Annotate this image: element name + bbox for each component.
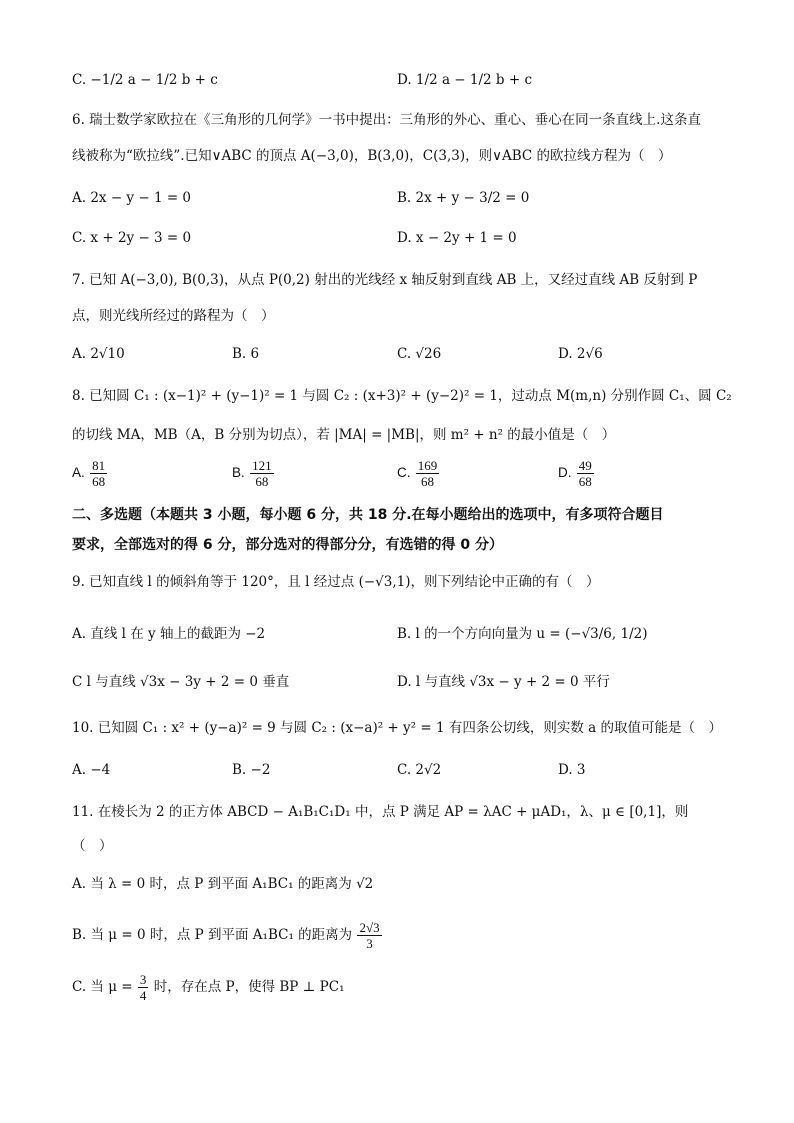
q9-option-b: B. l 的一个方向向量为 u = (−√3/6, 1/2): [397, 626, 648, 642]
q6-option-a: A. 2x − y − 1 = 0: [72, 190, 192, 206]
q11-option-c-prefix: C. 当 μ =: [72, 979, 133, 995]
q6-option-b: B. 2x + y − 3/2 = 0: [397, 190, 530, 206]
q11-b-denominator: 3: [366, 936, 373, 951]
q10-option-b: B. −2: [232, 762, 271, 778]
q8-stem-line1: 8. 已知圆 C₁ : (x−1)² + (y−1)² = 1 与圆 C₂ : (x+3)² + (y−2)² = 1，过动点 M(m,n) 分别作圆 C₁、圆 C₂: [72, 388, 732, 404]
q7-option-c: C. √26: [397, 346, 442, 362]
q10-option-d: D. 3: [558, 762, 586, 778]
q10-option-c: C. 2√2: [397, 762, 442, 778]
q5-option-c: C. −1/2 a − 1/2 b + c: [72, 72, 218, 88]
q7-option-b: B. 6: [232, 346, 260, 362]
q8-b-numerator: 121: [252, 458, 272, 473]
q10-option-a: A. −4: [72, 762, 111, 778]
q11-option-a: A. 当 λ = 0 时，点 P 到平面 A₁BC₁ 的距离为 √2: [72, 876, 374, 892]
q9-stem: 9. 已知直线 l 的倾斜角等于 120°，且 l 经过点 (−√3,1)，则下列结论中正确的有（ ）: [72, 574, 600, 590]
q11-stem-line1: 11. 在棱长为 2 的正方体 ABCD − A₁B₁C₁D₁ 中，点 P 满足 AP = λAC + μAD₁，λ、μ ∈ [0,1]，则: [72, 804, 689, 820]
q8-option-d: D. $\frac{49}{68}$: [558, 458, 592, 489]
q8-option-c: C. $\frac{169}{68}$: [397, 458, 438, 489]
q11-option-b-text: B. 当 μ = 0 时，点 P 到平面 A₁BC₁ 的距离为: [72, 927, 353, 943]
q8-a-denominator: 68: [92, 474, 106, 489]
q6-option-d: D. x − 2y + 1 = 0: [397, 230, 517, 246]
q11-option-c: [72, 972, 344, 1003]
q9-option-c: C l 与直线 √3x − 3y + 2 = 0 垂直: [72, 674, 290, 690]
q8-option-a: A. $\frac{81}{68}$: [72, 458, 106, 489]
q6-stem-line1: 6. 瑞士数学家欧拉在《三角形的几何学》一书中提出：三角形的外心、重心、垂心在同一条直线上.这条直: [72, 112, 701, 128]
q11-option-c-suffix: 时，存在点 P，使得 BP ⊥ PC₁: [153, 979, 345, 995]
q11-b-numerator: 2√3: [359, 920, 380, 935]
q6-option-c: C. x + 2y − 3 = 0: [72, 230, 192, 246]
q6-stem-line2: 线被称为“欧拉线”.已知∨ABC 的顶点 A(−3,0)，B(3,0)，C(3,3)，则∨ABC 的欧拉线方程为（ ）: [72, 148, 672, 164]
q9-option-d: D. l 与直线 √3x − y + 2 = 0 平行: [397, 674, 610, 690]
q11-option-b: [72, 920, 383, 951]
q7-stem-line2: 点，则光线所经过的路程为（ ）: [72, 308, 275, 324]
q11-stem-line2: （ ）: [72, 838, 113, 854]
q8-d-numerator: 49: [578, 458, 592, 473]
q8-option-b: B. $\frac{121}{68}$: [232, 458, 272, 489]
q7-option-a: A. 2√10: [72, 346, 125, 362]
q8-c-denominator: 68: [421, 474, 435, 489]
q11-c-denominator: 4: [139, 988, 147, 1003]
q10-stem: 10. 已知圆 C₁ : x² + (y−a)² = 9 与圆 C₂ : (x−a)² + y² = 1 有四条公切线，则实数 a 的取值可能是（ ）: [72, 720, 722, 736]
q7-stem-line1: 7. 已知 A(−3,0), B(0,3)，从点 P(0,2) 射出的光线经 x 轴反射到直线 AB 上，又经过直线 AB 反射到 P: [72, 272, 698, 288]
q7-option-d: D. 2√6: [558, 346, 603, 362]
q8-stem-line2: 的切线 MA，MB（A，B 分别为切点），若 |MA| = |MB|，则 m² + n² 的最小值是（ ）: [72, 427, 616, 443]
q8-a-numerator: 81: [92, 458, 106, 473]
section2-heading-line2: 要求，全部选对的得 6 分，部分选对的得部分分，有选错的得 0 分）: [72, 537, 503, 553]
q11-c-numerator: 3: [139, 972, 147, 987]
q5-option-d: D. 1/2 a − 1/2 b + c: [397, 72, 532, 88]
q8-d-denominator: 68: [578, 474, 592, 489]
q8-c-numerator: 169: [417, 458, 438, 473]
q8-b-denominator: 68: [255, 474, 269, 489]
section2-heading-line1: 二、多选题（本题共 3 小题，每小题 6 分，共 18 分.在每小题给出的选项中，有多项符合题目: [72, 507, 664, 523]
q9-option-a: A. 直线 l 在 y 轴上的截距为 −2: [72, 626, 266, 642]
